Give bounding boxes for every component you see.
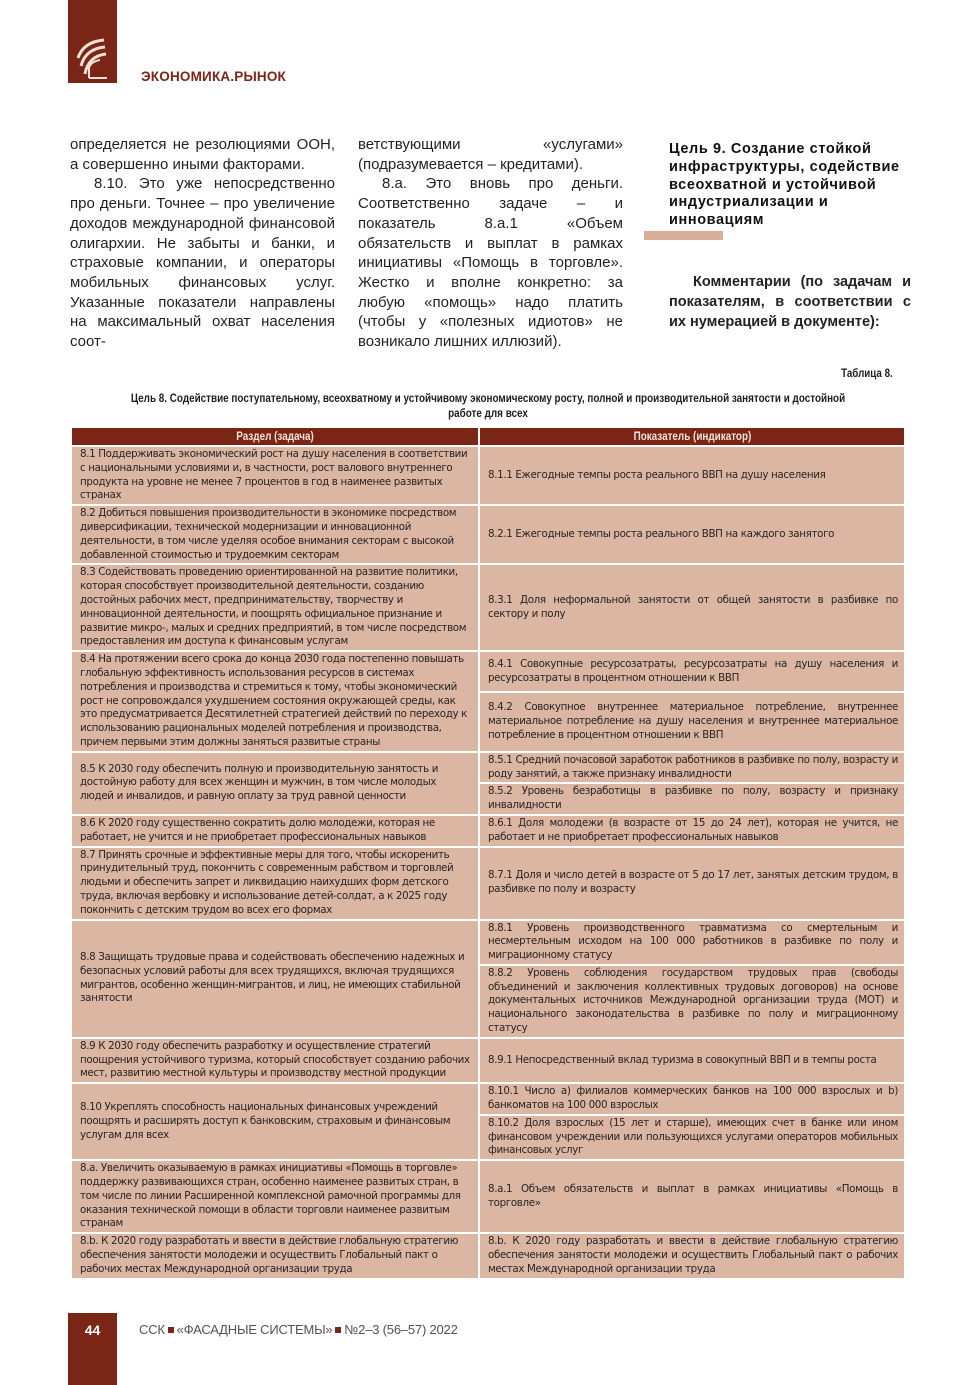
separator-square-icon [168, 1327, 174, 1333]
heading-accent-bar [644, 231, 723, 240]
footer-block [68, 1313, 117, 1385]
paragraph: определяется не резолюциями ООН, а совершенно иными факторами. [70, 136, 335, 173]
table-row [71, 505, 905, 564]
table-row [71, 920, 905, 965]
logo-block [68, 0, 117, 83]
indicator-cell: 8.6.1 Доля молодежи (в возрасте от 15 до 24 лет), которая не учится, не работает и не приобретает профессиональных навыков [479, 815, 905, 847]
separator-square-icon [335, 1327, 341, 1333]
task-cell: 8.7 Принять срочные и эффективные меры для того, чтобы искоренить принудительный труд, покончить с современным рабством и торговлей людьми и обеспечить запрет и ликвидацию наихудших форм детского труда, включая вербовку и использование детей-солдат, а к 2025 году покончить с детским трудом во всех его формах [71, 847, 479, 920]
indicator-cell: 8.8.1 Уровень производственного травматизма со смертельным и несмертельным исходом на 100 000 работников в разбивке по полу и миграционному статусу [479, 920, 905, 965]
paragraph: 8.а. Это вновь про деньги. Соответственно задаче – и показатель 8.а.1 «Объем обязательств и выплат в рамках инициативы «Помощь в торговле». Жестко и вполне конкретно: за любую «помощь» надо платить (чтобы у «полезных идиотов» не возникало лишних иллюзий). [358, 175, 623, 351]
publisher: ССК [139, 1322, 165, 1337]
task-cell: 8.10 Укреплять способность национальных финансовых учреждений поощрять и расширять доступ к банковским, страховым и финансовым услугам для всех [71, 1083, 479, 1160]
table-row [71, 815, 905, 847]
body-column-2 [358, 135, 623, 352]
task-cell: 8.1 Поддерживать экономический рост на душу населения в соответствии с национальными условиями и, в частности, рост валового внутреннего продукта на уровне не менее 7 процентов в год в наименее развитых странах [71, 446, 479, 505]
task-cell: 8.5 К 2030 году обеспечить полную и производительную занятость и достойную работу для всех женщин и мужчин, в том числе молодых людей и инвалидов, и равную оплату за труд равной ценности [71, 752, 479, 815]
page-number: 44 [84, 1322, 101, 1338]
body-column-1 [70, 135, 335, 352]
table-row [71, 1160, 905, 1233]
indicator-cell: 8.9.1 Непосредственный вклад туризма в совокупный ВВП и в темпы роста [479, 1038, 905, 1083]
table-title-text: Цель 8. Содействие поступательному, всеохватному и устойчивому экономическому росту, полной и производительной занятости и достойной работе для всех [130, 393, 846, 420]
column-header-indicator: Показатель (индикатор) [479, 428, 905, 446]
indicator-cell: 8.1.1 Ежегодные темпы роста реального ВВП на душу населения [479, 446, 905, 505]
table-row [71, 564, 905, 651]
task-cell: 8.8 Защищать трудовые права и содействовать обеспечению надежных и безопасных условий работы для всех трудящихся, включая трудящихся мигрантов, особенно женщин-мигрантов, и лиц, не имеющих стабильной занятости [71, 920, 479, 1038]
paragraph: ветствующими «услугами» (подразумевается – кредитами). [358, 136, 623, 173]
table-label: Таблица 8. [841, 368, 893, 380]
indicator-cell: 8.5.1 Средний почасовой заработок работников в разбивке по полу, возрасту и роду занятий, а также признаку инвалидности [479, 752, 905, 784]
table-header-row [71, 428, 905, 446]
issue-number: №2–3 (56–57) 2022 [344, 1322, 458, 1337]
comments-heading [669, 272, 911, 332]
task-cell: 8.3 Содействовать проведению ориентированной на развитие политики, которая способствует производительной деятельности, созданию достойных рабочих мест, предпринимательству, творчеству и инновационной деятельности, и поощрять официальное признание и развитие микро-, малых и средних предприятий, в том числе посредством предоставления им доступа к финансовым услугам [71, 564, 479, 651]
task-cell: 8.4 На протяжении всего срока до конца 2030 года постепенно повышать глобальную эффективность использования ресурсов в системах потребления и производства и стремиться к тому, чтобы экономический рост не сопровождался ухудшением состояния окружающей среды, как это предусматривается Десятилетней стратегией действий по переходу к использованию рациональных моделей потребления и производства, причем первыми этим должны заняться развитые страны [71, 651, 479, 752]
table-row [71, 446, 905, 505]
task-cell: 8.a. Увеличить оказываемую в рамках инициативы «Помощь в торговле» поддержку развивающихся стран, особенно наименее развитых стран, в том числе по линии Расширенной комплексной рамочной программы для оказания технической помощи в области торговли наименее развитым странам [71, 1160, 479, 1233]
indicator-cell: 8.7.1 Доля и число детей в возрасте от 5 до 17 лет, занятых детским трудом, в разбивке по полу и возрасту [479, 847, 905, 920]
table-title [70, 392, 906, 422]
table-row [71, 1083, 905, 1115]
table-row [71, 651, 905, 692]
table-row [71, 1038, 905, 1083]
indicator-cell: 8.a.1 Объем обязательств и выплат в рамках инициативы «Помощь в торговле» [479, 1160, 905, 1233]
paragraph: 8.10. Это уже непосредственно про деньги. Точнее – про увеличение доходов международной финансовой олигархии. Не забыты и банки, и страховые компании, и операторы мобильных финансовых услуг. Указанные показатели направлены на максимальный охват населения соот- [70, 175, 335, 351]
table-row [71, 1233, 905, 1278]
indicator-cell: 8.10.2 Доля взрослых (15 лет и старше), имеющих счет в банке или ином финансовом учреждении или пользующихся услугами операторов мобильных финансовых услуг [479, 1115, 905, 1160]
goal8-table [70, 428, 906, 1280]
magazine-logo-icon [74, 38, 110, 80]
indicator-cell: 8.10.1 Число a) филиалов коммерческих банков на 100 000 взрослых и b) банкоматов на 100 000 взрослых [479, 1083, 905, 1115]
goal9-heading: Цель 9. Создание стойкой инфраструктуры, содействие всеохватной и устойчивой индустриализации и инновациям [669, 141, 900, 229]
indicator-cell: 8.4.1 Совокупные ресурсозатраты, ресурсозатраты на душу населения и ресурсозатраты в процентном отношении к ВВП [479, 651, 905, 692]
comments-heading-text: Комментарии (по задачам и показателям, в соответствии с их нумерацией в документе): [669, 274, 911, 330]
indicator-cell: 8.3.1 Доля неформальной занятости от общей занятости в разбивке по сектору и полу [479, 564, 905, 651]
task-cell: 8.6 К 2020 году существенно сократить долю молодежи, которая не работает, не учится и не приобретает профессиональных навыков [71, 815, 479, 847]
indicator-cell: 8.5.2 Уровень безработицы в разбивке по полу, возрасту и признаку инвалидности [479, 783, 905, 815]
task-cell: 8.9 К 2030 году обеспечить разработку и осуществление стратегий поощрения устойчивого туризма, который способствует созданию рабочих мест, развитию местной культуры и производству местной продукции [71, 1038, 479, 1083]
indicator-cell: 8.2.1 Ежегодные темпы роста реального ВВП на каждого занятого [479, 505, 905, 564]
column-header-task: Раздел (задача) [71, 428, 479, 446]
magazine-title: «ФАСАДНЫЕ СИСТЕМЫ» [176, 1322, 333, 1337]
task-cell: 8.2 Добиться повышения производительности в экономике посредством диверсификации, технической модернизации и инновационной деятельности, в том числе уделяя особое внимания секторам с высокой добавленной стоимостью и трудоемким секторам [71, 505, 479, 564]
indicator-cell: 8.4.2 Совокупное внутреннее материальное потребление, внутреннее материальное потребление на душу населения и внутреннее материальное потребление в процентном отношении к ВВП [479, 692, 905, 751]
indicator-cell: 8.b. К 2020 году разработать и ввести в действие глобальную стратегию обеспечения занятости молодежи и осуществить Глобальный пакт о рабочих местах Международной организации труда [479, 1233, 905, 1278]
table-row [71, 752, 905, 784]
section-label: ЭКОНОМИКА.РЫНОК [141, 69, 286, 84]
indicator-cell: 8.8.2 Уровень соблюдения государством трудовых прав (свободы объединений и заключения коллективных трудовых договоров) на основе документальных источников Международной организации труда (МОТ) и национального законодательства в разбивке по полу и миграционному статусу [479, 965, 905, 1038]
table-row [71, 847, 905, 920]
publication-info [139, 1322, 458, 1337]
task-cell: 8.b. К 2020 году разработать и ввести в действие глобальную стратегию обеспечения занятости молодежи и осуществить Глобальный пакт о рабочих местах Международной организации труда [71, 1233, 479, 1278]
table-body [71, 446, 905, 1279]
